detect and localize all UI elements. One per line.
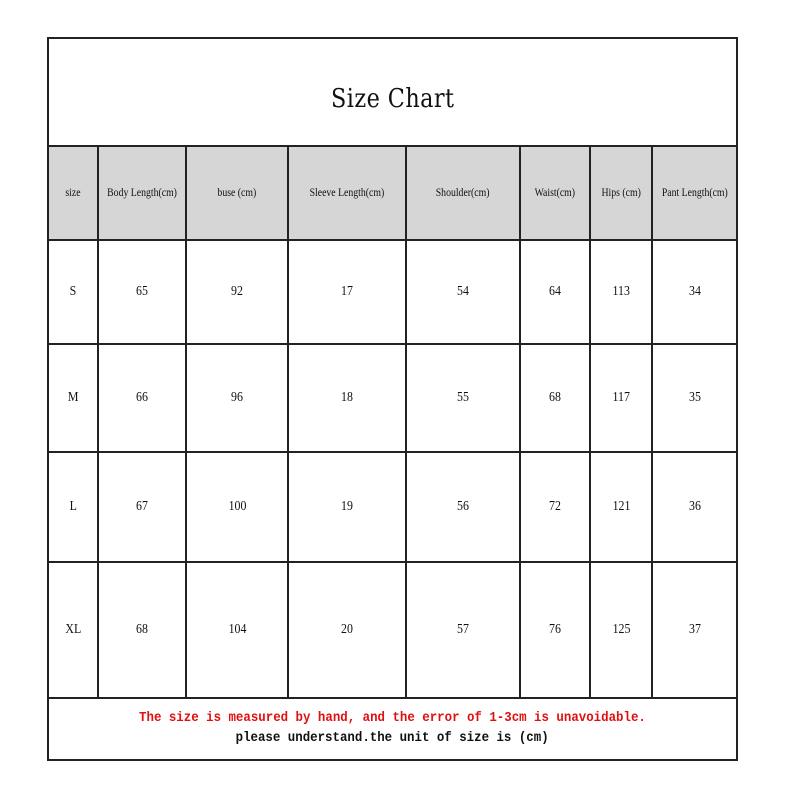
header-cell-pant-length: Pant Length(cm) bbox=[652, 147, 736, 240]
note-line-unit: please understand.the unit of size is (cm) bbox=[235, 731, 550, 746]
table-cell: L bbox=[49, 452, 98, 562]
table-cell: 72 bbox=[520, 452, 590, 562]
table-cell: 19 bbox=[288, 452, 406, 562]
table-cell: 76 bbox=[520, 562, 590, 698]
table-cell: 57 bbox=[406, 562, 520, 698]
table-cell: 104 bbox=[186, 562, 288, 698]
table-cell: 92 bbox=[186, 240, 288, 344]
header-cell-size: size bbox=[49, 147, 98, 240]
header-cell-hips: Hips (cm) bbox=[590, 147, 652, 240]
table-cell: 65 bbox=[98, 240, 186, 344]
header-cell-waist: Waist(cm) bbox=[520, 147, 590, 240]
table-cell: XL bbox=[49, 562, 98, 698]
header-cell-sleeve-length: Sleeve Length(cm) bbox=[288, 147, 406, 240]
table-cell: 34 bbox=[652, 240, 736, 344]
table-row bbox=[49, 344, 736, 452]
table-cell: 20 bbox=[288, 562, 406, 698]
table-cell: 100 bbox=[186, 452, 288, 562]
size-chart-frame bbox=[47, 37, 738, 761]
table-header-row bbox=[49, 147, 736, 240]
measurement-note bbox=[49, 699, 736, 759]
table-row bbox=[49, 562, 736, 698]
table-cell: 66 bbox=[98, 344, 186, 452]
table-cell: 68 bbox=[98, 562, 186, 698]
table-cell: S bbox=[49, 240, 98, 344]
header-cell-body-length: Body Length(cm) bbox=[98, 147, 186, 240]
table-cell: 18 bbox=[288, 344, 406, 452]
table-cell: 55 bbox=[406, 344, 520, 452]
table-cell: 117 bbox=[590, 344, 652, 452]
size-chart-title: Size Chart bbox=[330, 84, 455, 114]
table-cell: 121 bbox=[590, 452, 652, 562]
table-cell: M bbox=[49, 344, 98, 452]
table-row bbox=[49, 240, 736, 344]
table-cell: 96 bbox=[186, 344, 288, 452]
title-row bbox=[49, 39, 736, 147]
table-cell: 35 bbox=[652, 344, 736, 452]
note-line-error: The size is measured by hand, and the error of 1-3cm is unavoidable. bbox=[139, 711, 646, 726]
table-cell: 54 bbox=[406, 240, 520, 344]
table-cell: 68 bbox=[520, 344, 590, 452]
table-cell: 113 bbox=[590, 240, 652, 344]
size-table bbox=[49, 147, 736, 699]
table-cell: 67 bbox=[98, 452, 186, 562]
header-cell-bust: buse (cm) bbox=[186, 147, 288, 240]
table-cell: 56 bbox=[406, 452, 520, 562]
table-cell: 125 bbox=[590, 562, 652, 698]
table-row bbox=[49, 452, 736, 562]
table-cell: 37 bbox=[652, 562, 736, 698]
table-cell: 36 bbox=[652, 452, 736, 562]
table-cell: 17 bbox=[288, 240, 406, 344]
header-cell-shoulder: Shoulder(cm) bbox=[406, 147, 520, 240]
table-cell: 64 bbox=[520, 240, 590, 344]
